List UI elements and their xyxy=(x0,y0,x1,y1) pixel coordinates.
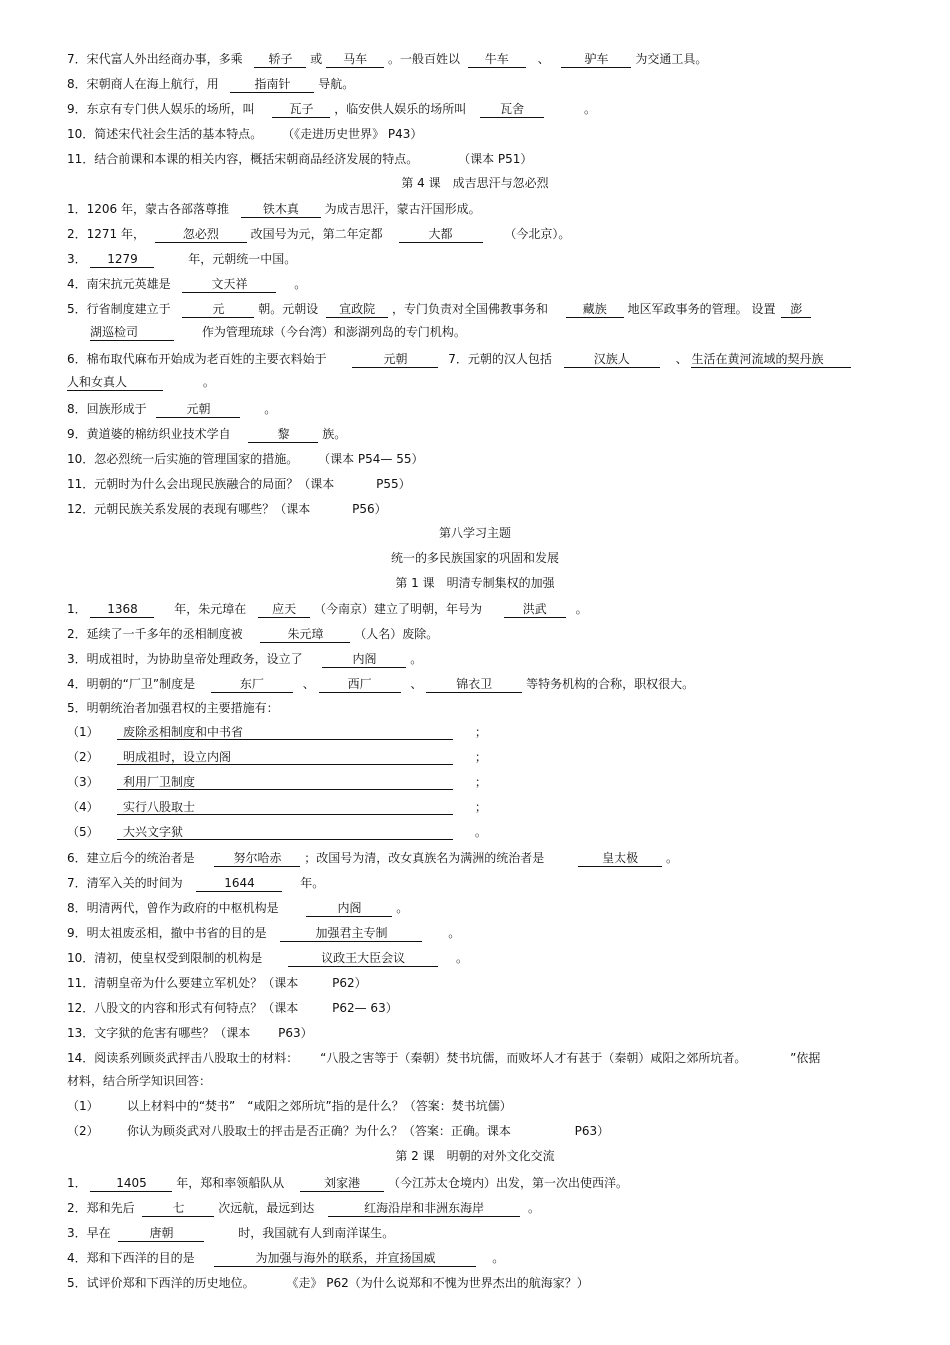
q-kublai-measures: 10．忽必烈统一后实施的管理国家的措施。 （课本 P54— 55） xyxy=(67,452,424,466)
q-kublai: 2．1271 年， 忽必烈 改国号为元，第二年定都 大都 （今北京）。 xyxy=(67,228,888,243)
q-zheng-he-count: 2．郑和先后 七 次远航，最远到达 红海沿岸和非洲东海岸 。 xyxy=(67,1202,888,1217)
answer-blank: 努尔哈赤 xyxy=(214,852,300,867)
q-song-economy: 11．结合前课和本课的相关内容，概括宋朝商品经济发展的特点。 （课本 P51） xyxy=(67,152,533,166)
answer-blank: 人和女真人 xyxy=(67,376,163,391)
answer-blank: 瓦子 xyxy=(272,103,330,118)
answer-blank: 湖巡检司 xyxy=(90,326,174,341)
answer-blank: 牛车 xyxy=(468,53,526,68)
q-gu-yanwu-cont: 材料，结合所学知识回答： xyxy=(67,1074,212,1088)
q-central-org: 8．明清两代，曾作为政府的中枢机构是 内阁 。 xyxy=(67,902,888,917)
answer-blank: 大都 xyxy=(399,228,483,243)
answer-blank: 忽必烈 xyxy=(155,228,247,243)
answer-blank: 铁木真 xyxy=(241,203,321,218)
sub-question: （2） 你认为顾炎武对八股取士的抨击是否正确？为什么？（答案：正确。课本 P63） xyxy=(67,1124,610,1138)
q-nanyang: 3．早在 唐朝 时，我国就有人到南洋谋生。 xyxy=(67,1227,888,1242)
q-ethnic-relations: 12．元朝民族关系发展的表现有哪些？（课本 P56） xyxy=(67,502,387,516)
lesson-heading: 第 4 课 成吉思汗与忽必烈 xyxy=(401,176,549,190)
answer-blank: 西厂 xyxy=(319,678,401,693)
q-hero: 4．南宋抗元英雄是 文天祥 。 xyxy=(67,278,888,293)
answer-blank: 加强君主专制 xyxy=(280,927,422,942)
q-genghis: 1．1206 年，蒙古各部落尊推 铁木真 为成吉思汗，蒙古汗国形成。 xyxy=(67,203,888,218)
answer-blank: 利用厂卫制度 xyxy=(117,776,453,790)
answer-blank: 轿子 xyxy=(254,53,306,68)
q-huang-daopo: 9．黄道婆的棉纺织业技术学自 黎 族。 xyxy=(67,428,888,443)
q-compass: 8．宋朝商人在海上航行，用 指南针 导航。 xyxy=(67,78,888,93)
answer-blank: 1405 xyxy=(90,1177,172,1192)
answer-blank: 元朝 xyxy=(352,353,438,368)
answer-blank: 元 xyxy=(182,303,254,318)
answer-blank: 红海沿岸和非洲东海岸 xyxy=(328,1202,520,1217)
q-province-cont: 湖巡检司 作为管理琉球（今台湾）和澎湖列岛的专门机构。 xyxy=(90,326,888,341)
answer-blank: 唐朝 xyxy=(118,1227,204,1242)
q-zheng-he-evaluation: 5．试评价郑和下西洋的历史地位。 《走》 P62（为什么说郑和不愧为世界杰出的航海家？） xyxy=(67,1276,589,1290)
answer-blank: 刘家港 xyxy=(300,1177,384,1192)
answer-blank: 废除丞相制度和中书省 xyxy=(117,726,453,740)
q-later-jin: 6．建立后今的统治者是 努尔哈赤 ；改国号为清，改女真族名为满洲的统治者是 皇太极 。 xyxy=(67,852,888,867)
q-cabinet: 3．明成祖时，为协助皇帝处理政务，设立了 内阁 。 xyxy=(67,653,888,668)
answer-blank: 实行八股取士 xyxy=(117,801,453,815)
measure-item: （1） 废除丞相制度和中书省 ； xyxy=(67,725,487,739)
answer-blank: 文天祥 xyxy=(182,278,276,293)
lesson-heading: 第 2 课 明朝的对外文化交流 xyxy=(395,1149,555,1163)
q-province: 5．行省制度建立于 元 朝。元朝设 宣政院 ，专门负责对全国佛教事务和 藏族 地区军政事务的管理。 设置 澎 xyxy=(67,303,888,318)
q-measures-title: 5．明朝统治者加强君权的主要措施有： xyxy=(67,701,279,715)
answer-blank: 指南针 xyxy=(230,78,314,93)
answer-blank: 澎 xyxy=(781,303,811,318)
theme-subheading: 统一的多民族国家的巩固和发展 xyxy=(390,551,559,565)
answer-blank: 皇太极 xyxy=(578,852,662,867)
answer-blank: 七 xyxy=(142,1202,214,1217)
q-zheng-he-voyage: 1． 1405 年，郑和率领船队从 刘家港 （今江苏太仓境内）出发，第一次出使西洋。 xyxy=(67,1177,888,1192)
answer-blank: 议政王大臣会议 xyxy=(288,952,438,967)
answer-blank: 锦衣卫 xyxy=(426,678,522,693)
answer-blank: 马车 xyxy=(326,53,384,68)
q-qing-entry: 7．清军入关的时间为 1644 年。 xyxy=(67,877,888,892)
answer-blank: 1368 xyxy=(90,603,154,618)
answer-blank: 1644 xyxy=(196,877,282,892)
q-cotton-han: 6．棉布取代麻布开始成为老百姓的主要衣料始于 元朝 7．元朝的汉人包括 汉族人 、 生活在黄河流域的契丹族 xyxy=(67,353,888,368)
answer-blank: 生活在黄河流域的契丹族 xyxy=(691,353,851,368)
q-literary-inquisition: 13．文字狱的危害有哪些？（课本 P63） xyxy=(67,1026,313,1040)
answer-blank: 洪武 xyxy=(504,603,566,618)
measure-item: （2） 明成祖时，设立内阁 ； xyxy=(67,750,487,764)
q-song-transport: 7．宋代富人外出经商办事，多乘 轿子 或 马车 。一般百姓以 牛车 、 驴车 为交通工具。 xyxy=(67,53,888,68)
answer-blank: 宣政院 xyxy=(326,303,388,318)
q-abolish-purpose: 9．明太祖废丞相，撤中书省的目的是 加强君主专制 。 xyxy=(67,927,888,942)
answer-blank: 东厂 xyxy=(211,678,293,693)
answer-blank: 内阁 xyxy=(322,653,406,668)
answer-blank: 汉族人 xyxy=(564,353,660,368)
q-gu-yanwu: 14．阅读系列顾炎武抨击八股取士的材料： “八股之害等于（秦朝）焚书坑儒，而败坏人才有甚于（秦朝）咸阳之郊所坑者。 ”依据 xyxy=(67,1051,821,1065)
answer-blank: 瓦舍 xyxy=(480,103,544,118)
q-chancellor: 2．延续了一千多年的丞相制度被 朱元璋 （人名）废除。 xyxy=(67,628,888,643)
answer-blank: 大兴文字狱 xyxy=(117,826,453,840)
q-unification: 3． 1279 年，元朝统一中国。 xyxy=(67,253,888,268)
measure-item: （4） 实行八股取士 ； xyxy=(67,800,487,814)
q-ming-founding: 1． 1368 年，朱元璋在 应天 （今南京）建立了明朝，年号为 洪武 。 xyxy=(67,603,888,618)
q-cotton-han-cont: 人和女真人 。 xyxy=(67,376,888,391)
q-zheng-he-purpose: 4．郑和下西洋的目的是 为加强与海外的联系，并宣扬国威 。 xyxy=(67,1252,888,1267)
q-early-qing: 10．清初，使皇权受到限制的机构是 议政王大臣会议 。 xyxy=(67,952,888,967)
answer-blank: 为加强与海外的联系，并宣扬国威 xyxy=(214,1252,476,1267)
q-entertainment: 9．东京有专门供人娱乐的场所，叫 瓦子 ，临安供人娱乐的场所叫 瓦舍 。 xyxy=(67,103,888,118)
answer-blank: 内阁 xyxy=(306,902,392,917)
q-song-life: 10．简述宋代社会生活的基本特点。 （《走进历史世界》 P43） xyxy=(67,127,423,141)
measure-item: （5） 大兴文字狱 。 xyxy=(67,825,487,839)
theme-heading: 第八学习主题 xyxy=(438,526,511,540)
measure-item: （3） 利用厂卫制度 ； xyxy=(67,775,487,789)
answer-blank: 1279 xyxy=(90,253,154,268)
q-hui: 8．回族形成于 元朝 。 xyxy=(67,403,888,418)
lesson-heading: 第 1 课 明清专制集权的加强 xyxy=(395,576,555,590)
sub-question: （1） 以上材料中的“焚书” “咸阳之郊所坑”指的是什么？（答案：焚书坑儒） xyxy=(67,1099,512,1113)
answer-blank: 朱元璋 xyxy=(260,628,350,643)
q-ethnic-fusion: 11．元朝时为什么会出现民族融合的局面？（课本 P55） xyxy=(67,477,411,491)
answer-blank: 黎 xyxy=(248,428,318,443)
answer-blank: 藏族 xyxy=(566,303,624,318)
q-chang-wei: 4．明朝的“厂卫”制度是 东厂 、 西厂 、 锦衣卫 等特务机构的合称，职权很大。 xyxy=(67,678,888,693)
q-eight-legged: 12．八股文的内容和形式有何特点？（课本 P62— 63） xyxy=(67,1001,398,1015)
answer-blank: 明成祖时，设立内阁 xyxy=(117,751,453,765)
answer-blank: 元朝 xyxy=(156,403,240,418)
q-grand-council: 11．清朝皇帝为什么要建立军机处？（课本 P62） xyxy=(67,976,367,990)
answer-blank: 驴车 xyxy=(561,53,631,68)
answer-blank: 应天 xyxy=(258,603,310,618)
